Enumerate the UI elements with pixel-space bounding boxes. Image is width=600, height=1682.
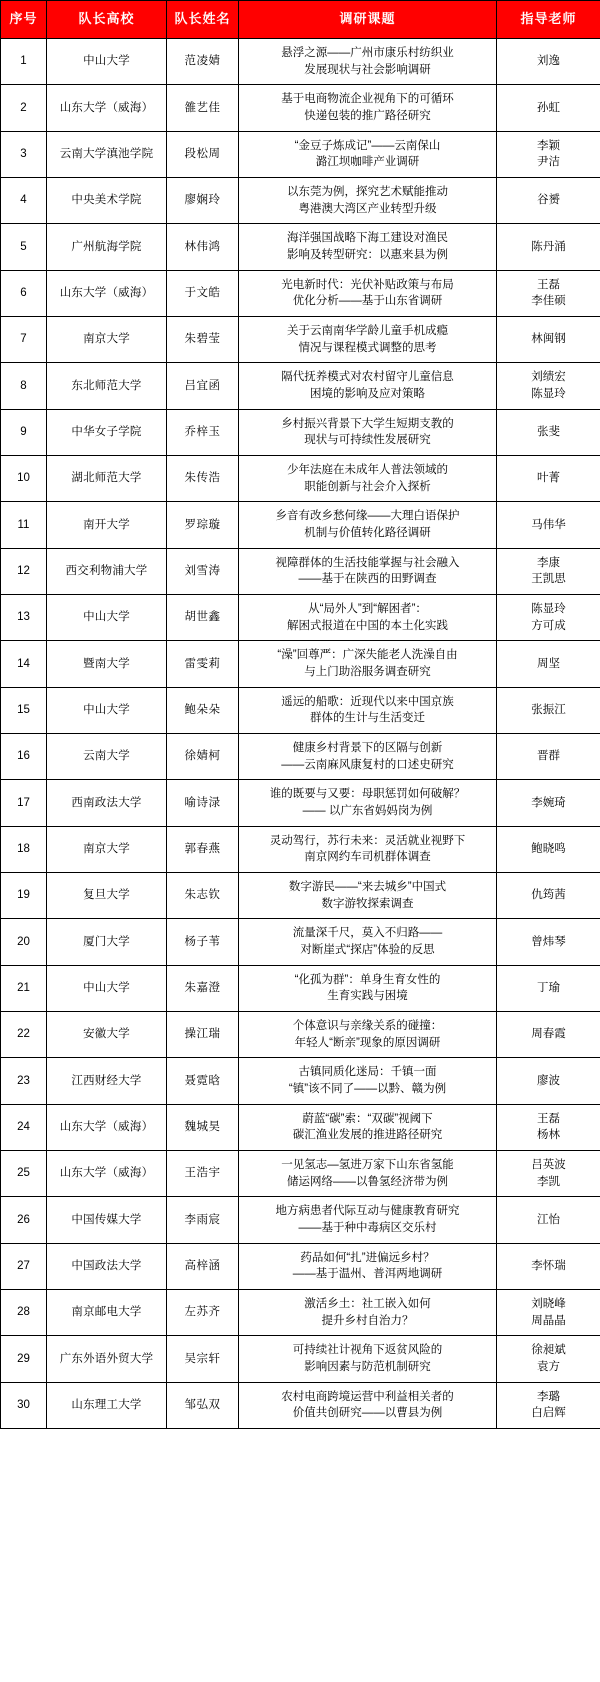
cell-mentor-line: 陈显玲	[531, 602, 566, 615]
cell-mentor-line: 尹洁	[537, 156, 560, 169]
cell-leader-name: 朱志钦	[167, 873, 239, 919]
table-row	[1, 1058, 600, 1104]
cell-topic-line: 个体意识与亲缘关系的碰撞：	[292, 1020, 443, 1033]
cell-seq: 17	[1, 780, 47, 826]
cell-school: 江西财经大学	[47, 1058, 167, 1104]
cell-topic-line: 现状与可持续性发展研究	[304, 434, 431, 447]
cell-seq: 26	[1, 1197, 47, 1243]
cell-topic	[239, 1104, 497, 1150]
cell-mentor-line: 李佳硕	[531, 295, 566, 308]
column-header-topic: 调研课题	[239, 1, 497, 39]
cell-school: 湖北师范大学	[47, 455, 167, 501]
cell-leader-name: 聂霓晗	[167, 1058, 239, 1104]
cell-seq: 27	[1, 1243, 47, 1289]
cell-topic-line: 健康乡村背景下的区隔与创新	[292, 742, 443, 754]
table-row	[1, 1151, 600, 1197]
cell-mentor-line: 陈丹涌	[531, 240, 566, 253]
table-row	[1, 1382, 600, 1428]
cell-leader-name: 朱嘉澄	[167, 965, 239, 1011]
cell-seq: 14	[1, 641, 47, 687]
cell-mentor	[497, 224, 600, 270]
cell-leader-name: 王浩宇	[167, 1151, 239, 1197]
cell-leader-name: 朱传浩	[167, 455, 239, 501]
cell-seq: 8	[1, 363, 47, 409]
table-row	[1, 1197, 600, 1243]
cell-school: 山东大学（威海）	[47, 270, 167, 316]
table-row	[1, 965, 600, 1011]
cell-topic-line: 快递包装的推广路径研究	[304, 109, 431, 122]
cell-leader-name: 操江瑞	[167, 1012, 239, 1058]
cell-seq: 19	[1, 873, 47, 919]
cell-mentor	[497, 38, 600, 84]
cell-topic-line: 粤港澳大湾区产业转型升级	[298, 202, 437, 215]
cell-topic	[239, 873, 497, 919]
cell-mentor-line: 叶菁	[537, 472, 560, 485]
cell-mentor	[497, 316, 600, 362]
cell-school: 山东大学（威海）	[47, 85, 167, 131]
cell-school: 厦门大学	[47, 919, 167, 965]
table-row	[1, 455, 600, 501]
cell-seq: 21	[1, 965, 47, 1011]
cell-leader-name: 吕宜函	[167, 363, 239, 409]
cell-mentor	[497, 409, 600, 455]
cell-school: 广东外语外贸大学	[47, 1336, 167, 1382]
column-header-seq: 序号	[1, 1, 47, 39]
cell-mentor	[497, 1058, 600, 1104]
cell-mentor	[497, 1336, 600, 1382]
cell-mentor-line: 王凯思	[531, 573, 566, 586]
cell-school: 云南大学滇池学院	[47, 131, 167, 177]
cell-mentor-line: 仇筠茜	[531, 889, 566, 902]
cell-topic-line: 隔代抚养模式对农村留守儿童信息	[281, 371, 454, 384]
cell-topic-line: 激活乡土：社工嵌入如何	[304, 1298, 431, 1311]
cell-mentor	[497, 548, 600, 594]
table-row	[1, 873, 600, 919]
cell-leader-name: 雷雯莉	[167, 641, 239, 687]
cell-topic-line: 以东莞为例，探究艺术赋能推动	[287, 185, 448, 198]
cell-seq: 1	[1, 38, 47, 84]
table-row	[1, 177, 600, 223]
cell-topic-line: 视障群体的生活技能掌握与社会融入	[275, 556, 460, 569]
table-row	[1, 85, 600, 131]
cell-topic	[239, 1197, 497, 1243]
cell-leader-name: 胡世鑫	[167, 594, 239, 640]
cell-leader-name: 杨子苇	[167, 919, 239, 965]
cell-topic	[239, 1290, 497, 1336]
cell-mentor	[497, 1104, 600, 1150]
cell-topic-line: 价值共创研究——以曹县为例	[292, 1407, 443, 1420]
table-row	[1, 270, 600, 316]
cell-topic-line: 机制与价值转化路径调研	[304, 526, 431, 539]
cell-mentor	[497, 1012, 600, 1058]
cell-mentor	[497, 270, 600, 316]
cell-school: 安徽大学	[47, 1012, 167, 1058]
cell-school: 中央美术学院	[47, 177, 167, 223]
cell-topic-line: 一见氢志—氢进万家下山东省氢能	[281, 1159, 454, 1172]
cell-leader-name: 段松周	[167, 131, 239, 177]
cell-seq: 23	[1, 1058, 47, 1104]
cell-school: 中山大学	[47, 687, 167, 733]
table-row	[1, 780, 600, 826]
cell-seq: 30	[1, 1382, 47, 1428]
cell-school: 山东大学（威海）	[47, 1104, 167, 1150]
table-row	[1, 224, 600, 270]
table-row	[1, 734, 600, 780]
cell-topic-line: ——云南麻风康复村的口述史研究	[281, 758, 454, 771]
cell-topic-line: 灵动驾行，苏行未来：灵活就业视野下	[269, 834, 466, 847]
cell-topic-line: 储运网络——以鲁氢经济带为例	[287, 1175, 448, 1188]
cell-mentor-line: 曾炜琴	[531, 935, 566, 948]
table-header	[1, 1, 600, 39]
cell-mentor-line: 江怡	[537, 1213, 560, 1226]
cell-mentor-line: 李康	[537, 556, 560, 569]
cell-topic	[239, 965, 497, 1011]
cell-topic-line: 农村电商跨境运营中利益相关者的	[281, 1390, 454, 1403]
table-row	[1, 826, 600, 872]
table-row	[1, 1104, 600, 1150]
cell-topic-line: 与上门助浴服务调查研究	[304, 665, 431, 678]
cell-mentor	[497, 363, 600, 409]
cell-topic-line: “澡”回尊严：广深失能老人洗澡自由	[277, 649, 458, 662]
cell-mentor-line: 徐昶斌	[531, 1344, 566, 1357]
cell-seq: 16	[1, 734, 47, 780]
cell-mentor	[497, 873, 600, 919]
cell-mentor-line: 李颖	[537, 139, 560, 152]
cell-seq: 12	[1, 548, 47, 594]
table-row	[1, 131, 600, 177]
cell-mentor-line: 杨林	[537, 1129, 560, 1142]
cell-topic	[239, 1243, 497, 1289]
cell-school: 中山大学	[47, 594, 167, 640]
cell-leader-name: 邹弘双	[167, 1382, 239, 1428]
cell-seq: 2	[1, 85, 47, 131]
cell-school: 山东大学（威海）	[47, 1151, 167, 1197]
cell-seq: 20	[1, 919, 47, 965]
cell-topic-line: ——基于温州、普洱两地调研	[292, 1268, 443, 1281]
cell-seq: 18	[1, 826, 47, 872]
cell-topic-line: 乡村振兴背景下大学生短期支教的	[281, 417, 454, 430]
cell-topic	[239, 1012, 497, 1058]
cell-leader-name: 范凌婧	[167, 38, 239, 84]
table-row	[1, 1336, 600, 1382]
table-row	[1, 316, 600, 362]
cell-topic	[239, 1058, 497, 1104]
cell-mentor	[497, 455, 600, 501]
cell-topic	[239, 85, 497, 131]
cell-mentor	[497, 131, 600, 177]
cell-topic	[239, 363, 497, 409]
cell-topic-line: 解困式报道在中国的本土化实践	[287, 619, 448, 632]
cell-seq: 28	[1, 1290, 47, 1336]
cell-topic	[239, 1151, 497, 1197]
cell-topic	[239, 826, 497, 872]
cell-school: 广州航海学院	[47, 224, 167, 270]
cell-leader-name: 乔梓玉	[167, 409, 239, 455]
cell-mentor-line: 李凯	[537, 1175, 560, 1188]
cell-school: 西交利物浦大学	[47, 548, 167, 594]
cell-mentor-line: 丁瑜	[537, 982, 560, 995]
table-row	[1, 409, 600, 455]
cell-topic-line: 群体的生计与生活变迁	[310, 712, 425, 725]
cell-seq: 15	[1, 687, 47, 733]
cell-school: 中国传媒大学	[47, 1197, 167, 1243]
cell-topic	[239, 270, 497, 316]
cell-topic-line: 数字游牧探索调查	[321, 897, 414, 910]
cell-topic-line: 生育实践与困境	[327, 990, 408, 1003]
cell-mentor-line: 方可成	[531, 619, 566, 632]
cell-mentor	[497, 965, 600, 1011]
cell-leader-name: 徐婧柯	[167, 734, 239, 780]
cell-mentor	[497, 1290, 600, 1336]
cell-mentor	[497, 594, 600, 640]
cell-topic	[239, 594, 497, 640]
cell-mentor-line: 周晶晶	[531, 1314, 566, 1327]
cell-school: 西南政法大学	[47, 780, 167, 826]
cell-leader-name: 魏城昊	[167, 1104, 239, 1150]
cell-topic-line: “镇”该不同了——以黔、赣为例	[288, 1083, 447, 1096]
cell-mentor	[497, 1243, 600, 1289]
cell-topic-line: 地方病患者代际互动与健康教育研究	[275, 1205, 460, 1218]
cell-topic	[239, 316, 497, 362]
cell-mentor	[497, 177, 600, 223]
cell-topic	[239, 224, 497, 270]
cell-leader-name: 左苏齐	[167, 1290, 239, 1336]
cell-school: 中华女子学院	[47, 409, 167, 455]
cell-mentor	[497, 85, 600, 131]
cell-school: 中山大学	[47, 965, 167, 1011]
cell-topic	[239, 177, 497, 223]
cell-leader-name: 喻诗渌	[167, 780, 239, 826]
table-row	[1, 1243, 600, 1289]
cell-seq: 7	[1, 316, 47, 362]
cell-topic-line: 药品如何“扎”进偏远乡村？	[300, 1251, 435, 1264]
cell-topic	[239, 548, 497, 594]
cell-topic	[239, 409, 497, 455]
cell-leader-name: 雒艺佳	[167, 85, 239, 131]
cell-mentor-line: 马伟华	[531, 518, 566, 531]
cell-mentor	[497, 919, 600, 965]
cell-school: 云南大学	[47, 734, 167, 780]
cell-topic-line: ——基于在陕西的田野调查	[298, 573, 437, 586]
cell-mentor	[497, 502, 600, 548]
cell-topic-line: 谁的既要与又要：母职惩罚如何破解？	[269, 788, 466, 801]
cell-leader-name: 吴宗轩	[167, 1336, 239, 1382]
cell-topic	[239, 687, 497, 733]
cell-school: 东北师范大学	[47, 363, 167, 409]
cell-mentor-line: 周春霞	[531, 1028, 566, 1041]
cell-topic-line: 可持续社计视角下返贫风险的	[292, 1344, 443, 1357]
cell-mentor-line: 刘逸	[537, 55, 560, 68]
cell-mentor	[497, 826, 600, 872]
cell-mentor-line: 林闽钢	[531, 333, 566, 346]
cell-mentor-line: 晋群	[537, 750, 560, 763]
cell-topic	[239, 734, 497, 780]
cell-mentor-line: 王磊	[537, 1112, 560, 1125]
cell-topic-line: 潞江坝咖啡产业调研	[315, 156, 420, 169]
cell-mentor-line: 李怀瑞	[531, 1260, 566, 1273]
cell-mentor-line: 刘晓峰	[531, 1298, 566, 1311]
cell-topic-line: 碳汇渔业发展的推进路径研究	[292, 1129, 443, 1142]
cell-seq: 11	[1, 502, 47, 548]
cell-leader-name: 郭春燕	[167, 826, 239, 872]
table-row	[1, 1290, 600, 1336]
header-row	[1, 1, 600, 39]
table-row	[1, 502, 600, 548]
cell-school: 南开大学	[47, 502, 167, 548]
cell-topic-line: 影响及转型研究：以惠来县为例	[287, 248, 448, 261]
column-header-leader-name: 队长姓名	[167, 1, 239, 39]
table-body	[1, 38, 600, 1428]
cell-topic-line: 数字游民——“来去城乡”中国式	[288, 881, 447, 894]
cell-topic-line: 发展现状与社会影响调研	[304, 63, 431, 76]
cell-topic-line: 光电新时代：光伏补贴政策与布局	[281, 278, 454, 291]
cell-school: 中山大学	[47, 38, 167, 84]
cell-topic-line: 蔚蓝“碳”索：“双碳”视阈下	[302, 1112, 433, 1125]
cell-leader-name: 刘雪涛	[167, 548, 239, 594]
cell-mentor	[497, 1382, 600, 1428]
cell-topic-line: 流量深千尺，莫入不归路——	[292, 927, 443, 940]
cell-topic-line: 影响因素与防范机制研究	[304, 1361, 431, 1374]
cell-topic-line: 悬浮之源——广州市康乐村纺织业	[281, 46, 454, 59]
cell-topic-line: “化孤为群”：单身生育女性的	[294, 973, 441, 986]
cell-seq: 25	[1, 1151, 47, 1197]
cell-topic-line: 对断崖式“探店”体验的反思	[300, 944, 435, 957]
cell-topic	[239, 919, 497, 965]
table-row	[1, 594, 600, 640]
cell-topic-line: 困境的影响及应对策略	[310, 387, 425, 400]
cell-topic-line: 关于云南南华学龄儿童手机成瘾	[287, 324, 448, 337]
cell-mentor	[497, 1197, 600, 1243]
cell-topic-line: 乡音有改乡愁何缘——大理白语保护	[275, 510, 460, 523]
table-row	[1, 687, 600, 733]
cell-seq: 13	[1, 594, 47, 640]
cell-topic-line: 优化分析——基于山东省调研	[292, 295, 443, 308]
cell-topic	[239, 1382, 497, 1428]
cell-leader-name: 高梓涵	[167, 1243, 239, 1289]
cell-mentor-line: 周坚	[537, 657, 560, 670]
cell-topic-line: 古镇同质化迷局：千镇一面	[298, 1066, 437, 1079]
cell-school: 南京大学	[47, 316, 167, 362]
cell-topic-line: 基于电商物流企业视角下的可循环	[281, 93, 454, 106]
cell-mentor-line: 张振江	[531, 703, 566, 716]
cell-leader-name: 朱碧莹	[167, 316, 239, 362]
cell-topic-line: 提升乡村自治力？	[321, 1314, 414, 1327]
cell-mentor-line: 吕英波	[531, 1159, 566, 1172]
cell-seq: 24	[1, 1104, 47, 1150]
cell-leader-name: 罗琮璇	[167, 502, 239, 548]
cell-topic	[239, 641, 497, 687]
cell-leader-name: 林伟鸿	[167, 224, 239, 270]
cell-mentor	[497, 1151, 600, 1197]
cell-topic	[239, 131, 497, 177]
cell-topic-line: 海洋强国战略下海工建设对渔民	[287, 232, 448, 245]
table-row	[1, 641, 600, 687]
cell-leader-name: 廖娴玲	[167, 177, 239, 223]
cell-mentor	[497, 641, 600, 687]
cell-topic-line: —— 以广东省妈妈岗为例	[302, 805, 433, 818]
cell-topic-line: 年轻人“断亲”现象的原因调研	[294, 1036, 441, 1049]
cell-seq: 4	[1, 177, 47, 223]
column-header-mentor: 指导老师	[497, 1, 600, 39]
cell-mentor-line: 刘绩宏	[531, 371, 566, 384]
cell-topic-line: 职能创新与社会介入探析	[304, 480, 431, 493]
cell-mentor-line: 陈显玲	[531, 387, 566, 400]
cell-topic-line: “金豆子炼成记”——云南保山	[294, 139, 441, 152]
cell-leader-name: 李雨宸	[167, 1197, 239, 1243]
table-row	[1, 1012, 600, 1058]
cell-seq: 6	[1, 270, 47, 316]
cell-topic-line: ——基于种中毒病区交乐村	[298, 1222, 437, 1235]
cell-seq: 9	[1, 409, 47, 455]
table-row	[1, 363, 600, 409]
cell-mentor-line: 廖波	[537, 1074, 560, 1087]
cell-mentor-line: 张斐	[537, 425, 560, 438]
table-row	[1, 548, 600, 594]
cell-mentor	[497, 734, 600, 780]
table-row	[1, 38, 600, 84]
cell-mentor-line: 谷赟	[537, 194, 560, 207]
cell-mentor-line: 袁方	[537, 1361, 560, 1374]
cell-school: 南京邮电大学	[47, 1290, 167, 1336]
cell-topic-line: 从“局外人”到“解困者”：	[308, 602, 427, 615]
cell-topic	[239, 780, 497, 826]
column-header-school: 队长高校	[47, 1, 167, 39]
cell-topic	[239, 455, 497, 501]
cell-school: 暨南大学	[47, 641, 167, 687]
cell-leader-name: 于文皓	[167, 270, 239, 316]
cell-seq: 3	[1, 131, 47, 177]
cell-seq: 5	[1, 224, 47, 270]
cell-seq: 22	[1, 1012, 47, 1058]
cell-seq: 29	[1, 1336, 47, 1382]
cell-topic-line: 少年法庭在未成年人普法领域的	[287, 463, 448, 476]
cell-school: 南京大学	[47, 826, 167, 872]
cell-topic-line: 情况与课程模式调整的思考	[298, 341, 437, 354]
cell-mentor	[497, 780, 600, 826]
cell-topic	[239, 38, 497, 84]
table-row	[1, 919, 600, 965]
cell-mentor-line: 李璐	[537, 1390, 560, 1403]
cell-school: 复旦大学	[47, 873, 167, 919]
cell-topic	[239, 502, 497, 548]
cell-mentor-line: 鲍晓鸣	[531, 843, 566, 856]
cell-leader-name: 鲍朵朵	[167, 687, 239, 733]
cell-mentor-line: 李婉琦	[531, 796, 566, 809]
cell-topic-line: 南京网约车司机群体调查	[304, 851, 431, 864]
cell-school: 山东理工大学	[47, 1382, 167, 1428]
cell-mentor-line: 白启辉	[531, 1407, 566, 1420]
cell-topic	[239, 1336, 497, 1382]
cell-mentor-line: 孙虹	[537, 101, 560, 114]
cell-topic-line: 遥远的船歌：近现代以来中国京族	[281, 695, 454, 708]
cell-mentor	[497, 687, 600, 733]
cell-school: 中国政法大学	[47, 1243, 167, 1289]
cell-mentor-line: 王磊	[537, 278, 560, 291]
cell-seq: 10	[1, 455, 47, 501]
